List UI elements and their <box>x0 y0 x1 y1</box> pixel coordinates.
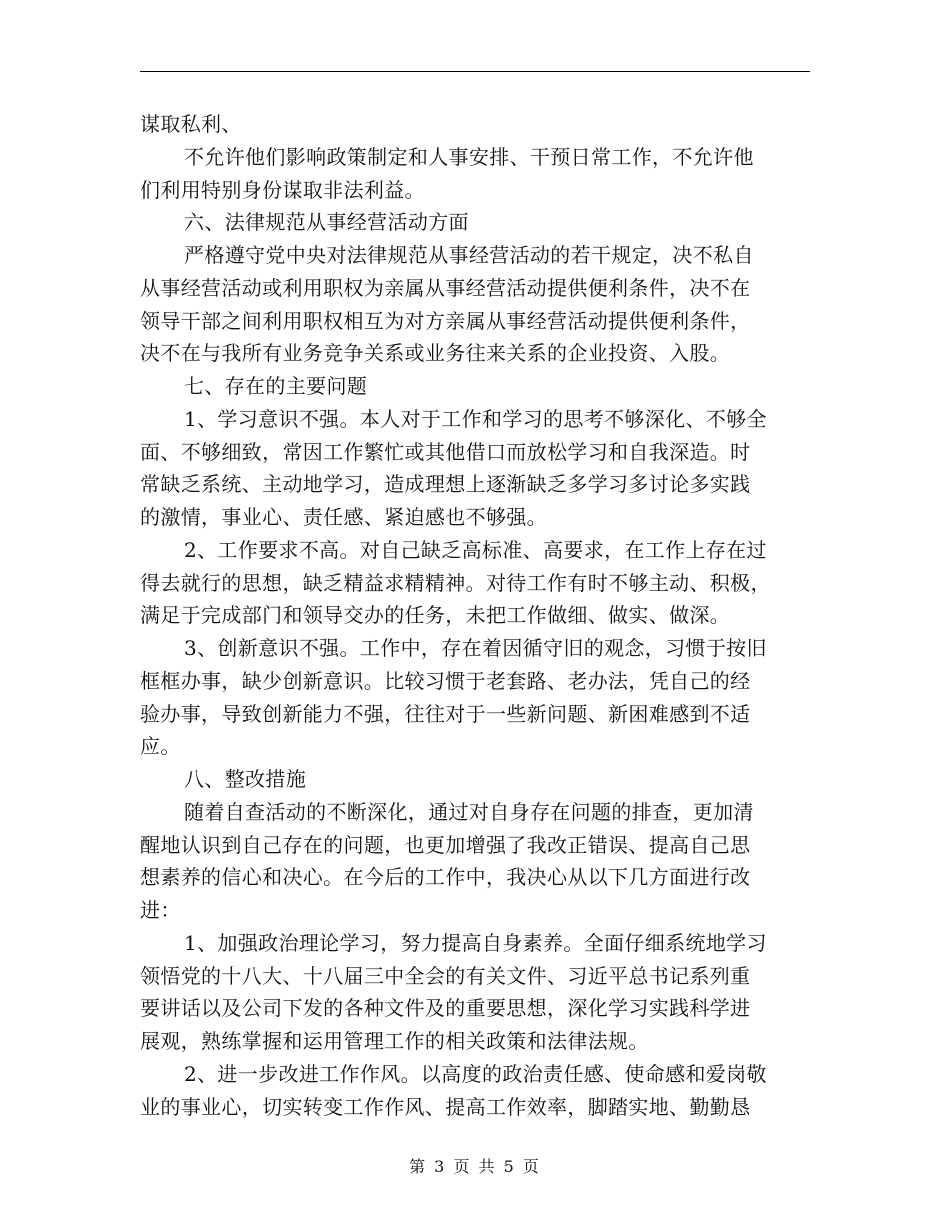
text-line: 常缺乏系统、主动地学习，造成理想上逐渐缺乏多学习多讨论多实践 <box>140 472 751 497</box>
text-line: 1、学习意识不强。本人对于工作和学习的思考不够深化、不够全 <box>184 406 767 431</box>
text-line: 验办事，导致创新能力不强，往往对于一些新问题、新困难感到不适 <box>140 701 751 726</box>
text-line: 框框办事，缺少创新意识。比较习惯于老套路、老办法，凭自己的经 <box>140 668 751 693</box>
text-line: 2、工作要求不高。对自己缺乏高标准、高要求，在工作上存在过 <box>184 537 767 562</box>
text-line: 面、不够细致，常因工作繁忙或其他借口而放松学习和自我深造。时 <box>140 439 751 464</box>
text-line: 六、法律规范从事经营活动方面 <box>184 210 469 235</box>
text-line: 展观，熟练掌握和运用管理工作的相关政策和法律法规。 <box>140 1029 649 1053</box>
document-body <box>140 108 810 1123</box>
text-line: 领导干部之间利用职权相互为对方亲属从事经营活动提供便利条件， <box>140 308 751 333</box>
text-line: 严格遵守党中央对法律规范从事经营活动的若干规定，决不私自 <box>184 243 754 267</box>
text-line: 满足于完成部门和领导交办的任务，未把工作做细、做实、做深。 <box>140 603 731 628</box>
text-line: 得去就行的思想，缺乏精益求精精神。对待工作有时不够主动、积极， <box>140 570 771 595</box>
text-line: 八、整改措施 <box>184 767 307 791</box>
text-line: 醒地认识到自己存在的问题，也更加增强了我改正错误、提高自己思 <box>140 832 751 857</box>
text-line: 想素养的信心和决心。在今后的工作中，我决心从以下几方面进行改 <box>140 865 751 890</box>
text-line: 谋取私利、 <box>140 112 242 136</box>
text-line: 们利用特别身份谋取非法利益。 <box>140 177 425 202</box>
text-line: 业的事业心，切实转变工作作风、提高工作效率，脚踏实地、勤勤恳 <box>140 1094 751 1119</box>
text-line: 要讲话以及公司下发的各种文件及的重要思想，深化学习实践科学进 <box>140 996 751 1021</box>
text-line: 3、创新意识不强。工作中，存在着因循守旧的观念，习惯于按旧 <box>184 636 767 660</box>
text-line: 从事经营活动或利用职权为亲属从事经营活动提供便利条件，决不在 <box>140 275 751 300</box>
text-line: 七、存在的主要问题 <box>184 374 368 398</box>
header-rule <box>140 71 810 72</box>
text-line: 应。 <box>140 734 181 759</box>
text-line: 随着自查活动的不断深化，通过对自身存在问题的排查，更加清 <box>184 799 754 824</box>
page-number-footer: 第 3 页 共 5 页 <box>409 1157 541 1176</box>
text-line: 决不在与我所有业务竞争关系或业务往来关系的企业投资、入股。 <box>140 341 731 366</box>
text-line: 1、加强政治理论学习，努力提高自身素养。全面仔细系统地学习 <box>184 930 767 955</box>
text-line: 2、进一步改进工作作风。以高度的政治责任感、使命感和爱岗敬 <box>184 1061 767 1086</box>
text-line: 领悟党的十八大、十八届三中全会的有关文件、习近平总书记系列重 <box>140 963 751 988</box>
text-line: 进： <box>140 898 181 922</box>
text-line: 不允许他们影响政策制定和人事安排、干预日常工作，不允许他 <box>184 144 754 169</box>
text-line: 的激情，事业心、责任感、紧迫感也不够强。 <box>140 505 547 529</box>
